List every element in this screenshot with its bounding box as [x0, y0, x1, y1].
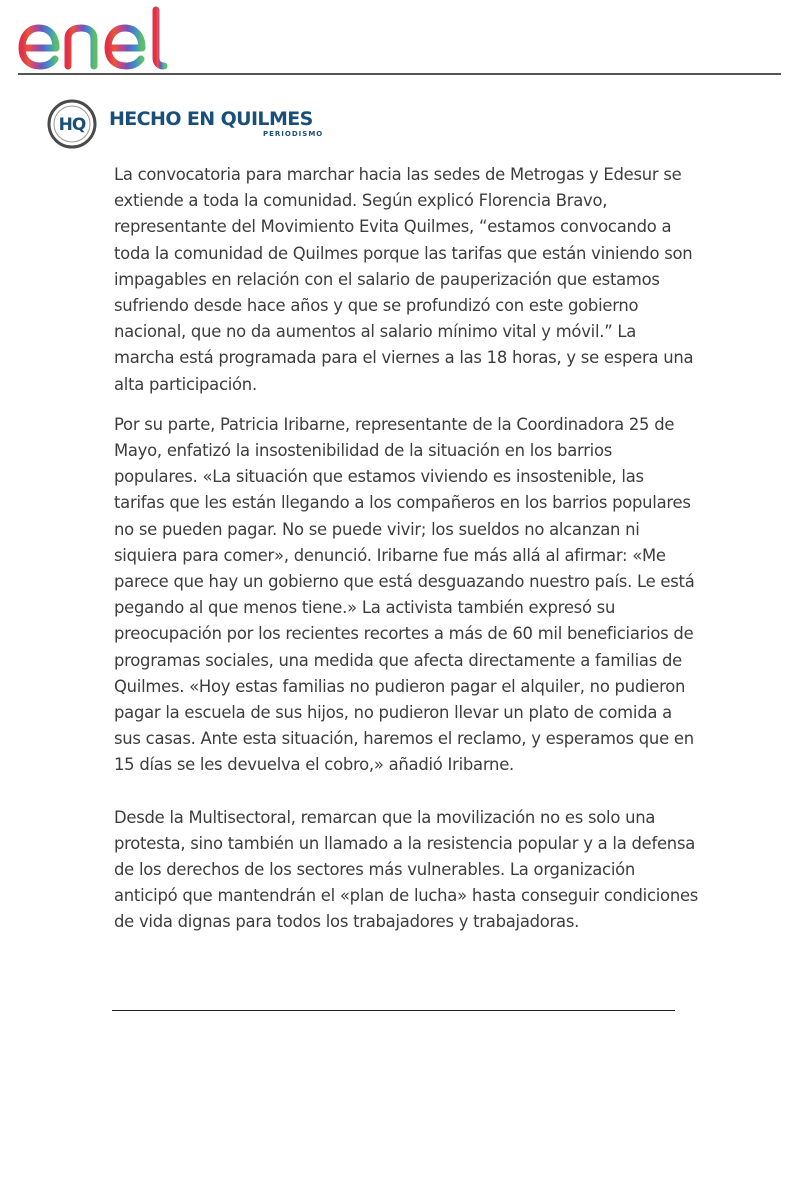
article-paragraph-1: La convocatoria para marchar hacia las sedes de Metrogas y Edesur se extiende a toda la comunidad. Según explicó Florencia Bravo, representante del Movimiento Evita Quilmes, “estamos convocando a toda la comunidad de Quilmes porque las tarifas que están viniendo son impagables en relación con el salario de pauperización que estamos sufriendo desde hace años y que se profundizó con este gobierno nacional, que no da aumentos al salario mínimo vital y móvil.” La marcha está programada para el viernes a las 18 horas, y se espera una alta participación. [114, 165, 694, 394]
site-header [0, 0, 800, 80]
publication-logo[interactable] [46, 98, 346, 152]
hq-badge-icon [46, 98, 98, 150]
hq-badge-text: HQ [58, 115, 86, 135]
publication-subtitle: PERIODISMO [263, 130, 324, 138]
article-body [114, 162, 699, 936]
publication-name: HECHO EN QUILMES [109, 108, 313, 130]
article-paragraph-2: Por su parte, Patricia Iribarne, representante de la Coordinadora 25 de Mayo, enfatizó la insostenibilidad de la situación en los barrios populares. «La situación que estamos viviendo es insostenible, las tarifas que les están llegando a los compañeros en los barrios populares no se pueden pagar. No se puede vivir; los sueldos no alcanzan ni siquiera para comer», denunció. Iribarne fue más allá al afirmar: «Me parece que hay un gobierno que está desguazando nuestro país. Le está pegando al que menos tiene.» La activista también expresó su preocupación por los recientes recortes a más de 60 mil beneficiarios de programas sociales, una medida que afecta directamente a familias de Quilmes. «Hoy estas familias no pudieron pagar el alquiler, no pudieron pagar la escuela de sus hijos, no pudieron llevar un plato de comida a sus casas. Ante esta situación, haremos el reclamo, y esperamos que en 15 días se les devuelva el cobro,» añadió Iribarne. [114, 414, 695, 775]
enel-wordmark-logo[interactable] [16, 4, 196, 70]
header-divider [18, 73, 781, 75]
article-paragraph-3: Desde la Multisectoral, remarcan que la movilización no es solo una protesta, sino también un llamado a la resistencia popular y a la defensa de los derechos de los sectores más vulnerables. La organización anticipó que mantendrán el «plan de lucha» hasta conseguir condiciones de vida dignas para todos los trabajadores y trabajadoras. [114, 807, 699, 932]
article-end-divider [112, 1010, 675, 1011]
